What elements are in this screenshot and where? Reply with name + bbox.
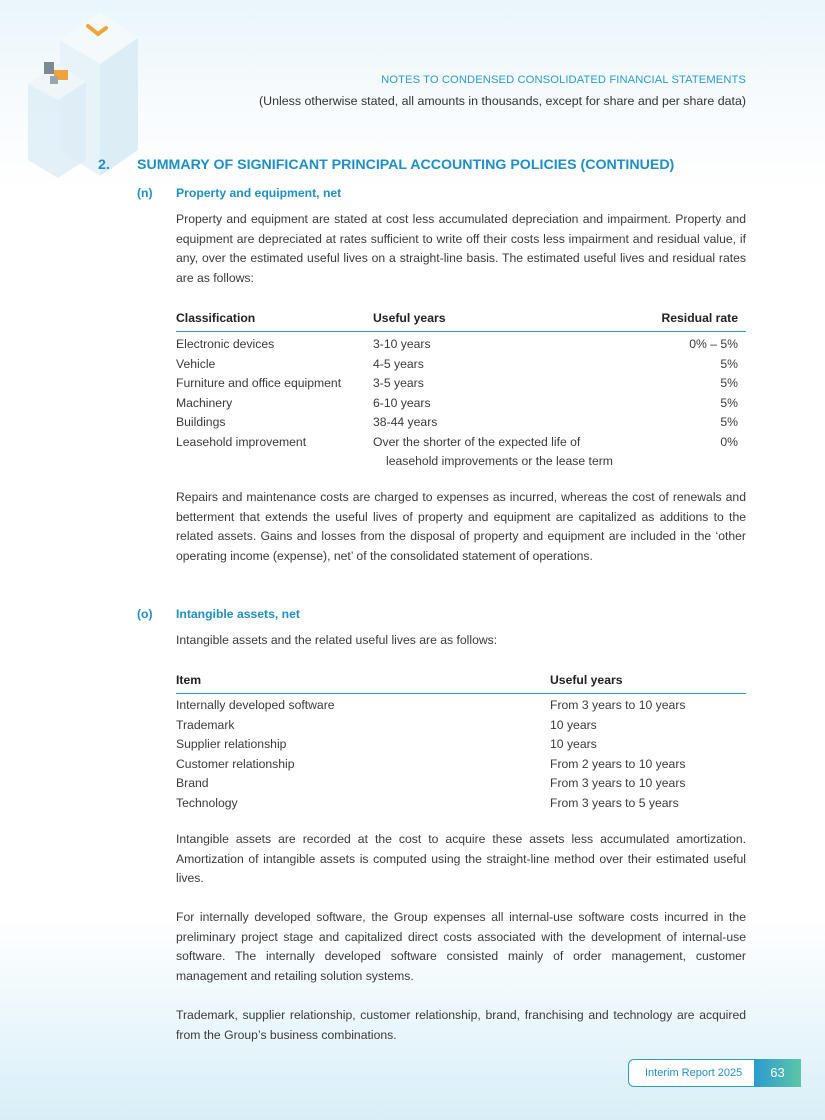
- cell-classification: Vehicle: [176, 356, 216, 371]
- cell-item: Trademark: [176, 717, 235, 732]
- column-header-residual-rate: Residual rate: [661, 311, 738, 325]
- page-number: 63: [754, 1059, 801, 1087]
- cell-residual-rate: 5%: [720, 415, 738, 429]
- table-row: [176, 737, 746, 757]
- cell-item: Brand: [176, 776, 209, 790]
- cell-residual-rate: 0%: [720, 434, 738, 449]
- table-row: [176, 396, 746, 416]
- intangible-paragraph-3: Trademark, supplier relationship, customer relationship, brand, franchising and technology are acquired from the Group’s business combinations.: [176, 1008, 746, 1042]
- cell-useful-years: 4-5 years: [373, 356, 424, 371]
- decorative-cubes-illustration: [0, 0, 170, 180]
- cell-classification: Electronic devices: [176, 337, 275, 351]
- column-header-classification: Classification: [176, 311, 256, 325]
- cell-useful-years: 3-10 years: [373, 337, 431, 351]
- property-after-paragraph: Repairs and maintenance costs are charged to expenses as incurred, whereas the cost of renewals and betterment that extends the useful lives of property and equipment are capitalized as additions to the related assets. Gains and losses from the disposal of property and equipment are included in the ‘other operating income (expense), net’ of the consolidated statement of operations.: [176, 490, 746, 563]
- column-header-useful-years: Useful years: [550, 673, 623, 687]
- cell-useful-years: 3-5 years: [373, 376, 424, 390]
- cell-useful-years: From 3 years to 10 years: [550, 698, 686, 712]
- cell-item: Customer relationship: [176, 756, 295, 771]
- cell-residual-rate: 5%: [720, 395, 738, 410]
- table-row: [176, 757, 746, 777]
- intangible-paragraph-1: Intangible assets are recorded at the cost to acquire these assets less accumulated amortization. Amortization of intangible assets is computed using the straight-line method over their estimated useful lives.: [176, 832, 746, 885]
- property-intro-paragraph: Property and equipment are stated at cost less accumulated depreciation and impairment. Property and equipment are depreciated at rates sufficient to write off their costs less impairment and residual value, if any, over the estimated useful lives on a straight-line basis. The estimated useful lives and residual rates are as follows:: [176, 212, 746, 285]
- cell-item: Internally developed software: [176, 698, 335, 712]
- table-row: [176, 435, 746, 455]
- cell-useful-years-continuation: leasehold improvements or the lease term: [386, 454, 613, 468]
- table-row: [176, 337, 746, 357]
- subsection-title-property: Property and equipment, net: [176, 186, 342, 200]
- column-header-item: Item: [176, 673, 202, 687]
- section-title: SUMMARY OF SIGNIFICANT PRINCIPAL ACCOUNTING POLICIES (CONTINUED): [137, 157, 675, 173]
- cell-residual-rate: 0% – 5%: [689, 337, 738, 351]
- table-row: [176, 357, 746, 377]
- cell-useful-years: From 3 years to 10 years: [550, 776, 686, 790]
- table-row: [176, 376, 746, 396]
- running-header-title: NOTES TO CONDENSED CONSOLIDATED FINANCIAL STATEMENTS: [381, 74, 746, 86]
- subsection-label-o: (o): [137, 607, 153, 621]
- cell-useful-years: From 3 years to 5 years: [550, 795, 679, 810]
- cell-classification: Machinery: [176, 395, 233, 410]
- cell-useful-years: 10 years: [550, 717, 597, 732]
- cell-useful-years: From 2 years to 10 years: [550, 756, 686, 771]
- column-header-useful-years: Useful years: [373, 311, 446, 325]
- subsection-label-n: (n): [137, 186, 153, 200]
- table-row-continuation: [176, 454, 746, 474]
- subsection-title-intangible: Intangible assets, net: [176, 607, 300, 621]
- table-row: [176, 698, 746, 718]
- intangible-paragraph-2: For internally developed software, the Group expenses all internal-use software costs incurred in the preliminary project stage and capitalized direct costs associated with the development of internal-use software. The internally developed software consisted mainly of order management, customer management and retailing solution systems.: [176, 910, 746, 983]
- cell-item: Technology: [176, 795, 238, 810]
- cell-classification: Buildings: [176, 415, 226, 429]
- table-row: [176, 796, 746, 816]
- intangible-intro-paragraph: Intangible assets and the related useful lives are as follows:: [176, 633, 498, 647]
- cell-useful-years: 6-10 years: [373, 395, 431, 410]
- table-row: [176, 776, 746, 796]
- cell-classification: Leasehold improvement: [176, 434, 307, 449]
- property-table-header: [176, 311, 746, 332]
- footer-report-name: Interim Report 2025: [645, 1067, 743, 1079]
- cell-classification: Furniture and office equipment: [176, 376, 342, 390]
- table-row: [176, 415, 746, 435]
- cell-useful-years: 38-44 years: [373, 415, 438, 429]
- cell-useful-years: Over the shorter of the expected life of: [373, 434, 581, 449]
- table-row: [176, 718, 746, 738]
- cell-useful-years: 10 years: [550, 737, 597, 751]
- section-number: 2.: [98, 157, 110, 173]
- cell-item: Supplier relationship: [176, 737, 287, 751]
- cell-residual-rate: 5%: [720, 376, 738, 390]
- cell-residual-rate: 5%: [720, 356, 738, 371]
- running-header-subtitle: (Unless otherwise stated, all amounts in thousands, except for share and per share data): [259, 94, 746, 108]
- intangible-table-header: [176, 673, 746, 694]
